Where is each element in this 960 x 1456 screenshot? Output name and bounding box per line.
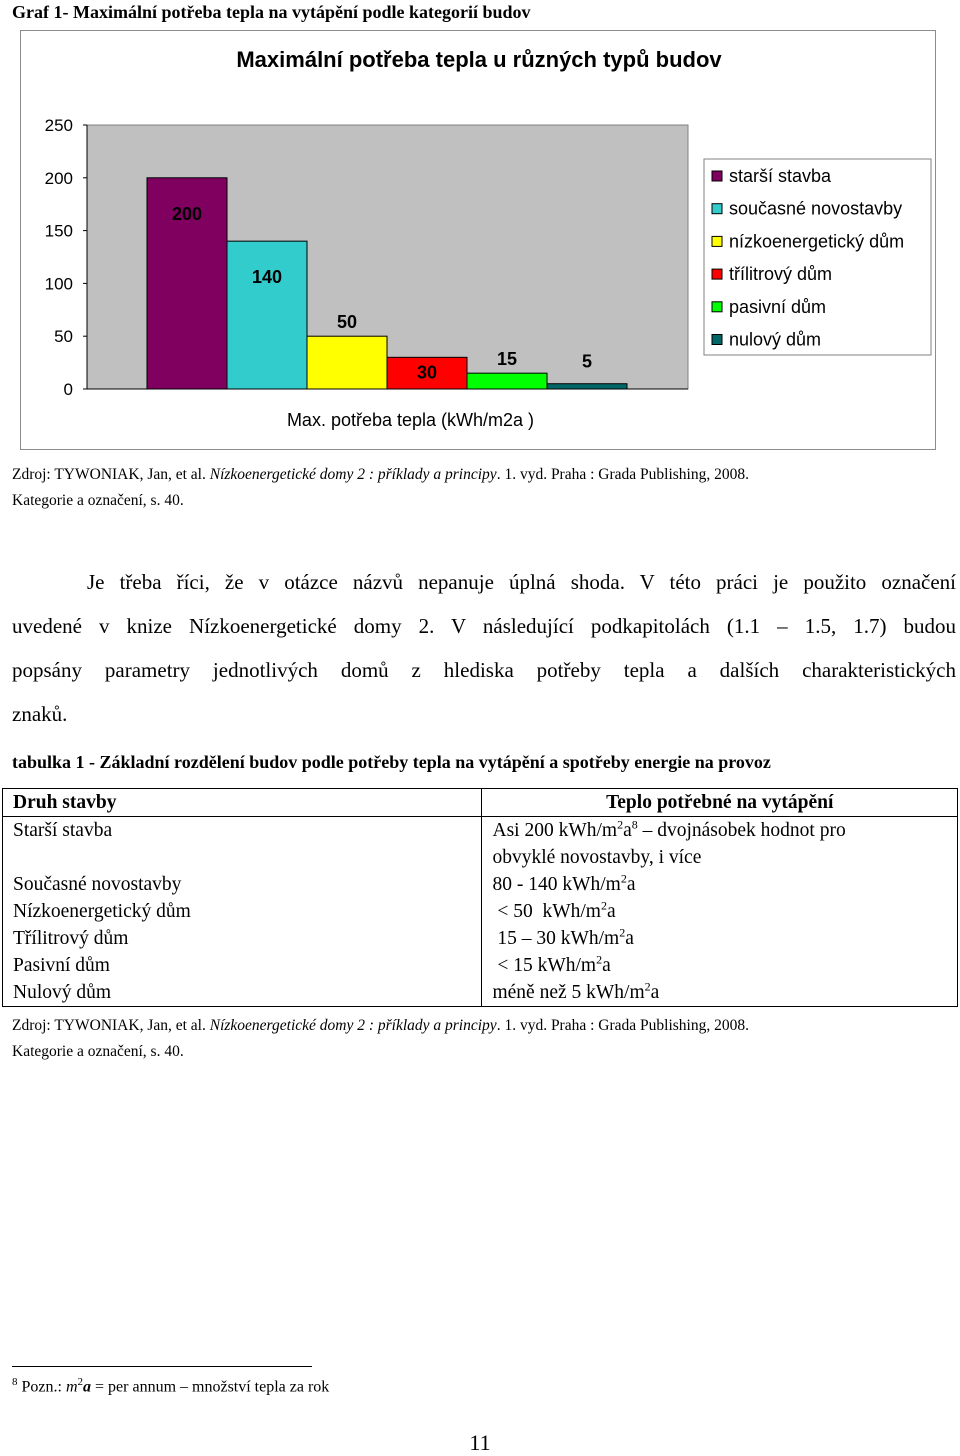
graph-caption: Graf 1- Maximální potřeba tepla na vytápění podle kategorií budov	[12, 2, 531, 22]
footnote-rule	[12, 1366, 312, 1367]
table-row	[3, 898, 958, 925]
legend-swatch	[712, 171, 722, 181]
table-row	[3, 979, 958, 1007]
source-suffix: . 1. vyd. Praha : Grada Publishing, 2008.	[496, 466, 749, 483]
row-value: méně než 5 kWh/$m^2a$	[482, 979, 958, 1007]
source-title: Nízkoenergetické domy 2 : příklady a principy	[209, 466, 497, 483]
heat-demand-table	[2, 788, 958, 1007]
row-type: Starší stavba	[3, 817, 482, 872]
legend-label: pasivní dům	[729, 296, 827, 317]
row-value: 15 – 30 kWh/$m^2a$	[482, 925, 958, 952]
data-label: 15	[496, 349, 518, 370]
source-prefix: Zdroj: TYWONIAK, Jan, et al.	[12, 1017, 210, 1034]
table-row	[3, 925, 958, 952]
legend-swatch	[712, 204, 722, 214]
legend-label: současné novostavby	[729, 198, 903, 219]
legend-label: starší stavba	[729, 166, 832, 186]
row-value: Asi 200 kWh/$m^2a^8$ – dvojnásobek hodnot pro obvyklé novostavby, i více	[482, 817, 958, 872]
y-tick-label: 150	[44, 221, 73, 241]
chart-frame	[20, 30, 936, 450]
y-tick-label: 200	[44, 168, 73, 188]
y-tick-label: 50	[54, 327, 73, 347]
source-title: Nízkoenergetické domy 2 : příklady a principy	[209, 1017, 497, 1034]
bar	[227, 241, 307, 389]
footnote: $^8$ Pozn.: $m^2a$ = per annum – množství tepla za rok	[12, 1376, 330, 1396]
data-label: 140	[251, 267, 283, 288]
footnote-ref: 8	[631, 817, 638, 832]
row-type: Nízkoenergetický dům	[3, 898, 482, 925]
legend-label: nízkoenergetický dům	[729, 231, 905, 252]
legend-swatch	[712, 302, 722, 312]
source-suffix: . 1. vyd. Praha : Grada Publishing, 2008.	[496, 1017, 749, 1034]
legend-swatch	[712, 236, 722, 246]
data-label: 50	[336, 312, 358, 333]
data-label: 200	[171, 203, 203, 224]
legend-label: třílitrový dům	[729, 264, 833, 285]
legend-label: nulový dům	[729, 329, 822, 350]
chart-title: Maximální potřeba tepla u různých typů budov	[236, 47, 722, 72]
table-row	[3, 952, 958, 979]
y-tick-label: 250	[44, 116, 73, 135]
paragraph-line-3: popsány parametry jednotlivých domů z hlediska potřeby tepla a dalších charakteristických	[12, 658, 956, 682]
paragraph-line-1: Je třeba říci, že v otázce názvů nepanuje úplná shoda. V této práci je použito označení	[87, 570, 956, 594]
row-value: < 50 kWh/$m^2a$	[482, 898, 958, 925]
table-header-row	[3, 789, 958, 817]
data-label: 5	[581, 351, 593, 372]
source-line2: Kategorie a označení, s. 40.	[12, 1043, 184, 1060]
row-type: Nulový dům	[3, 979, 482, 1007]
bar	[307, 336, 387, 389]
legend-swatch	[712, 269, 722, 279]
bar	[547, 384, 627, 389]
legend-box	[704, 159, 931, 355]
source-citation-1	[12, 462, 749, 514]
row-value: < 15 kWh/$m^2a$	[482, 952, 958, 979]
source-citation-2	[12, 1013, 749, 1065]
row-type: Třílitrový dům	[3, 925, 482, 952]
table-row	[3, 817, 958, 872]
x-axis-label: Max. potřeba tepla (kWh/m2a )	[286, 410, 535, 430]
row-type: Současné novostavby	[3, 871, 482, 898]
table-row	[3, 871, 958, 898]
body-paragraph	[12, 560, 956, 736]
table-caption: tabulka 1 - Základní rozdělení budov podle potřeby tepla na vytápění a spotřeby energie na provoz	[12, 752, 771, 772]
header-heat-demand: Teplo potřebné na vytápění	[482, 789, 958, 817]
data-label: 30	[416, 362, 438, 383]
row-type: Pasivní dům	[3, 952, 482, 979]
y-tick-label: 0	[63, 380, 73, 399]
header-building-type: Druh stavby	[3, 789, 482, 817]
bar-chart	[21, 31, 937, 451]
paragraph-line-2: uvedené v knize Nízkoenergetické domy 2. V následující podkapitolách (1.1 – 1.5, 1.7) budou	[12, 614, 956, 638]
y-tick-label: 100	[44, 274, 73, 294]
legend-swatch	[712, 335, 722, 345]
source-line2: Kategorie a označení, s. 40.	[12, 492, 184, 509]
page-number: 11	[469, 1430, 491, 1455]
bar	[467, 373, 547, 389]
row-value: 80 - 140 kWh/$m^2a$	[482, 871, 958, 898]
footnote-number: 8	[12, 1376, 18, 1388]
source-prefix: Zdroj: TYWONIAK, Jan, et al.	[12, 466, 210, 483]
paragraph-line-4: znaků.	[12, 702, 68, 726]
